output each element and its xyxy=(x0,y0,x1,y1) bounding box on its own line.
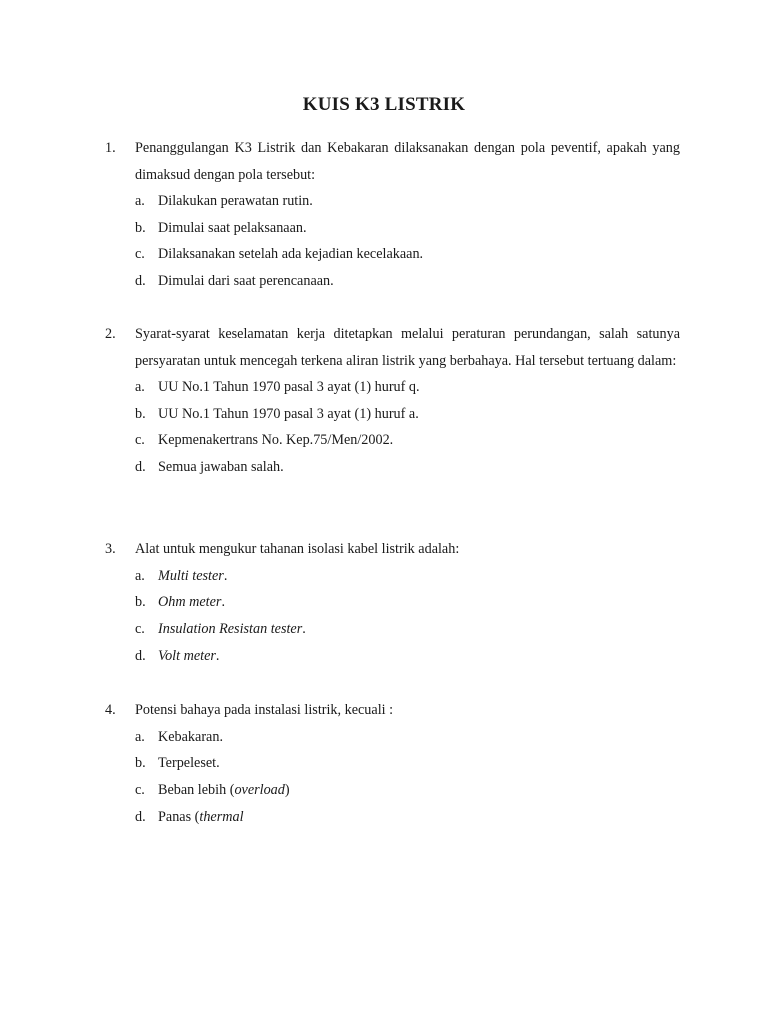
option-b xyxy=(105,589,680,616)
option-text: Dimulai dari saat perencanaan. xyxy=(158,273,334,290)
option-a xyxy=(105,563,680,590)
option-list xyxy=(105,374,680,481)
option-letter: b. xyxy=(135,219,146,236)
option-d xyxy=(105,804,680,831)
question-number: 2. xyxy=(105,326,116,342)
option-c xyxy=(105,616,680,643)
question-number: 4. xyxy=(105,702,116,718)
option-list xyxy=(105,188,680,295)
question-text: Penanggulangan K3 Listrik dan Kebakaran dilaksanakan dengan pola peventif, apakah yang dimaksud dengan pola tersebut: xyxy=(135,140,680,183)
option-letter: d. xyxy=(135,459,146,476)
question-4 xyxy=(105,697,680,830)
question-3 xyxy=(105,536,680,669)
option-letter: a. xyxy=(135,193,145,209)
option-text xyxy=(158,643,219,670)
option-text: Dilaksanakan setelah ada kejadian kecelakaan. xyxy=(158,246,424,263)
option-letter: b. xyxy=(135,755,146,772)
option-text-suffix: . xyxy=(221,594,225,611)
option-list xyxy=(105,724,680,831)
option-d xyxy=(105,268,680,295)
option-text: Kepmenakertrans No. Kep.75/Men/2002. xyxy=(158,432,394,449)
option-letter: a. xyxy=(135,567,145,584)
option-text: Dilakukan perawatan rutin. xyxy=(158,193,313,209)
option-letter: d. xyxy=(135,808,146,825)
option-a xyxy=(105,724,680,751)
option-letter: b. xyxy=(135,405,146,422)
option-text-italic: thermal xyxy=(199,808,244,825)
option-letter: c. xyxy=(135,781,145,798)
option-text-suffix: . xyxy=(302,620,306,637)
option-list xyxy=(105,563,680,670)
option-letter: c. xyxy=(135,246,145,263)
option-text-prefix: Panas ( xyxy=(158,808,200,825)
option-text-suffix: . xyxy=(223,567,228,584)
question-text: Syarat-syarat keselamatan kerja ditetapkan melalui peraturan perundangan, salah satunya persyaratan untuk mencegah terkena aliran listrik yang berbahaya. Hal tersebut tertuang dalam: xyxy=(135,326,680,369)
option-letter: b. xyxy=(135,594,146,611)
option-c xyxy=(105,777,680,804)
option-text-italic: Volt meter xyxy=(158,647,216,664)
option-a xyxy=(105,374,680,401)
question-2 xyxy=(105,321,680,481)
option-letter: a. xyxy=(135,728,145,745)
option-text: Kebakaran. xyxy=(158,728,223,745)
option-text xyxy=(158,589,225,616)
option-text: UU No.1 Tahun 1970 pasal 3 ayat (1) huruf q. xyxy=(158,379,420,395)
option-a xyxy=(105,188,680,215)
option-b xyxy=(105,215,680,242)
option-letter: d. xyxy=(135,647,146,664)
option-text-italic: Multi tester xyxy=(158,567,224,584)
option-text xyxy=(158,563,227,590)
option-c xyxy=(105,241,680,268)
option-text-suffix: ) xyxy=(284,781,290,798)
question-text: Potensi bahaya pada instalasi listrik, kecuali : xyxy=(135,702,394,718)
option-b xyxy=(105,750,680,777)
option-text xyxy=(158,777,290,804)
question-number: 3. xyxy=(105,541,116,557)
option-letter: c. xyxy=(135,432,145,449)
option-text-suffix: . xyxy=(215,647,220,664)
question-number: 1. xyxy=(105,140,116,156)
option-c xyxy=(105,427,680,454)
option-d xyxy=(105,643,680,670)
option-letter: a. xyxy=(135,379,145,395)
option-text: UU No.1 Tahun 1970 pasal 3 ayat (1) huruf a. xyxy=(158,405,419,422)
option-text: Semua jawaban salah. xyxy=(158,459,284,476)
option-b xyxy=(105,401,680,428)
page-title: KUIS K3 LISTRIK xyxy=(302,94,466,115)
option-text-italic: overload xyxy=(234,781,285,798)
option-text-italic: Ohm meter xyxy=(158,594,222,611)
option-text-italic: Insulation Resistan tester xyxy=(158,620,303,637)
question-text: Alat untuk mengukur tahanan isolasi kabel listrik adalah: xyxy=(135,541,460,557)
question-1 xyxy=(105,135,680,295)
option-text: Dimulai saat pelaksanaan. xyxy=(158,219,307,236)
option-text: Terpeleset. xyxy=(158,755,220,772)
option-letter: d. xyxy=(135,273,146,290)
option-text xyxy=(158,804,244,831)
option-d xyxy=(105,454,680,481)
option-letter: c. xyxy=(135,620,145,637)
option-text-prefix: Beban lebih ( xyxy=(158,781,235,798)
option-text xyxy=(158,616,306,643)
